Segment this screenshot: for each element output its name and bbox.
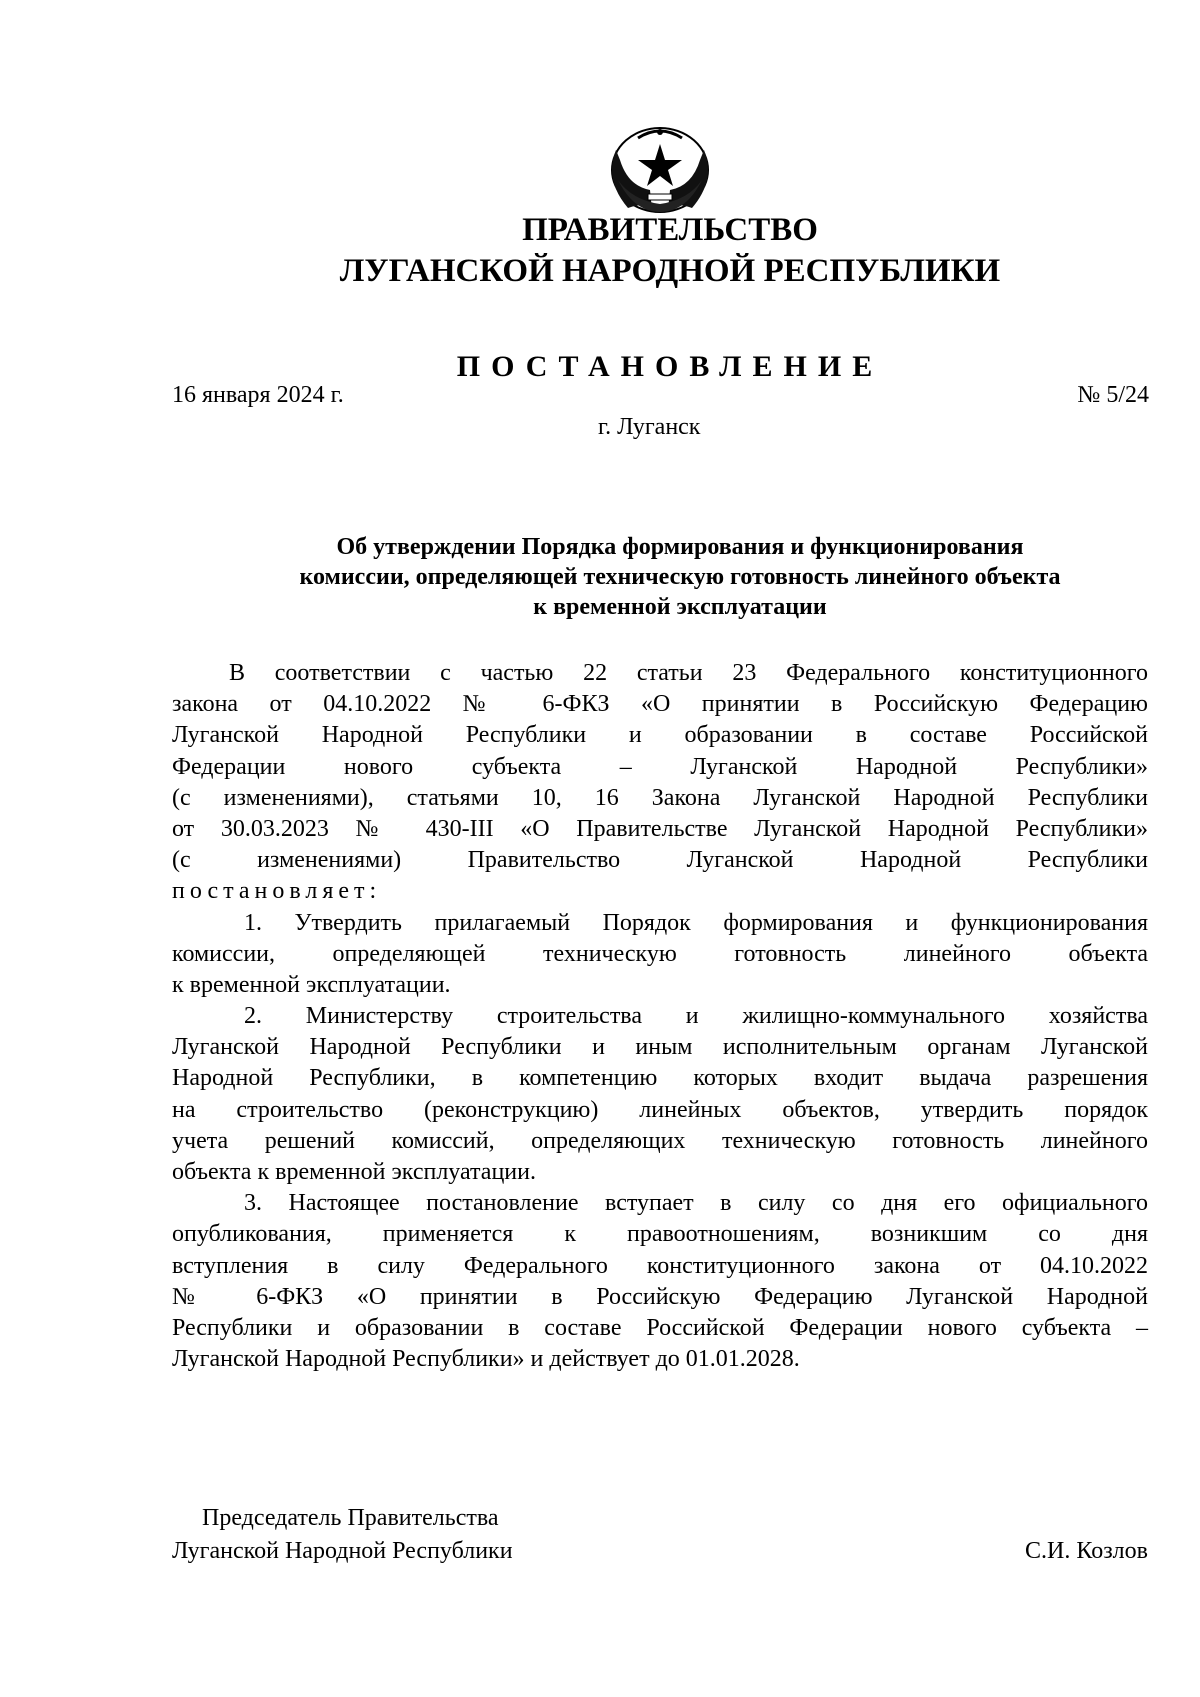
body-line: 2. Министерству строительства и жилищно-коммунального хозяйства: [244, 1003, 1148, 1030]
body-line: вступления в силу Федерального конституционного закона от 04.10.2022: [172, 1252, 1148, 1279]
body-line: Луганской Народной Республики» и действует до 01.01.2028.: [172, 1346, 800, 1373]
body-line: опубликования, применяется к правоотношениям, возникшим со дня: [172, 1221, 1148, 1248]
lpr-coat-of-arms-icon: [598, 120, 722, 216]
body-line: постановляет:: [172, 878, 382, 905]
body-line: закона от 04.10.2022 № 6-ФКЗ «О принятии в Российскую Федерацию: [172, 691, 1148, 718]
body-line: от 30.03.2023 № 430-III «О Правительстве Луганской Народной Республики»: [172, 815, 1148, 842]
body-line: (с изменениями), статьями 10, 16 Закона Луганской Народной Республики: [172, 784, 1148, 811]
body-line: В соответствии с частью 22 статьи 23 Федерального конституционного: [229, 660, 1148, 686]
signatory-name: С.И. Козлов: [1025, 1538, 1148, 1564]
body-line: № 6-ФКЗ «О принятии в Российскую Федерацию Луганской Народной: [172, 1283, 1148, 1310]
document-type-heading: ПОСТАНОВЛЕНИЕ: [456, 350, 884, 383]
body-line: Федерации нового субъекта – Луганской Народной Республики»: [172, 753, 1148, 780]
body-line: 1. Утвердить прилагаемый Порядок формирования и функционирования: [244, 909, 1148, 936]
decree-body: [172, 658, 1148, 1375]
body-line: Республики и образовании в составе Российской Федерации нового субъекта –: [172, 1314, 1148, 1341]
body-line: к временной эксплуатации.: [172, 971, 451, 998]
subject-line: к временной эксплуатации: [533, 594, 827, 620]
government-title-line2: ЛУГАНСКОЙ НАРОДНОЙ РЕСПУБЛИКИ: [339, 253, 1001, 289]
subject-line: комиссии, определяющей техническую готовность линейного объекта: [299, 564, 1061, 590]
signatory-position-line2: Луганской Народной Республики: [172, 1538, 513, 1564]
government-title-line1: ПРАВИТЕЛЬСТВО: [522, 212, 818, 248]
body-line: учета решений комиссий, определяющих техническую готовность линейного: [172, 1127, 1148, 1154]
signatory-position-line1: Председатель Правительства: [202, 1505, 499, 1531]
body-line: 3. Настоящее постановление вступает в силу со дня его официального: [244, 1190, 1148, 1217]
subject-line: Об утверждении Порядка формирования и функционирования: [336, 534, 1024, 560]
decree-subject: [240, 532, 1120, 622]
decree-date: 16 января 2024 г.: [172, 382, 344, 408]
decree-number: № 5/24: [1077, 382, 1149, 408]
body-line: Луганской Народной Республики и иным исполнительным органам Луганской: [172, 1034, 1148, 1061]
body-line: (с изменениями) Правительство Луганской Народной Республики: [172, 847, 1148, 874]
body-line: на строительство (реконструкцию) линейных объектов, утвердить порядок: [172, 1096, 1148, 1123]
decree-city: г. Луганск: [598, 414, 701, 440]
body-line: Луганской Народной Республики и образовании в составе Российской: [172, 722, 1148, 749]
body-line: Народной Республики, в компетенцию которых входит выдача разрешения: [172, 1065, 1148, 1092]
body-line: объекта к временной эксплуатации.: [172, 1159, 536, 1185]
body-line: комиссии, определяющей техническую готовность линейного объекта: [172, 940, 1148, 967]
